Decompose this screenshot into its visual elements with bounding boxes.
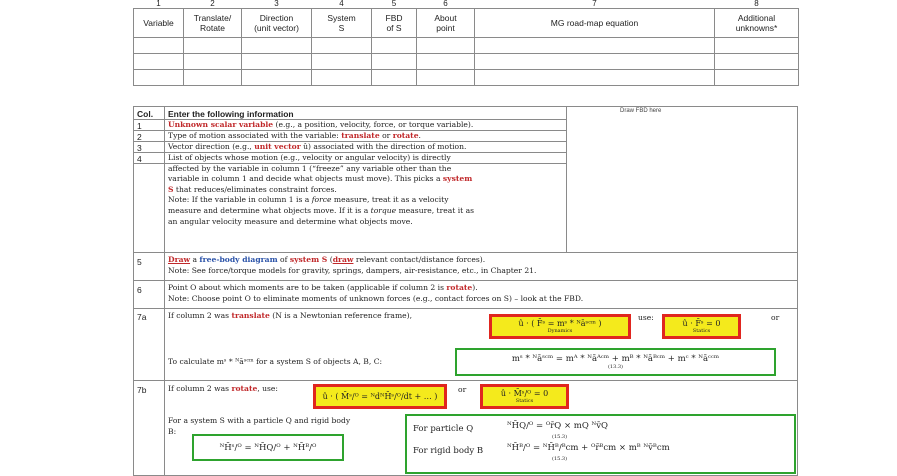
angular-momentum-definitions: For particle Q ᴺH̄Q/ᴼ = ᴼr̄Q × mQ ᴺv̄Q (15.3) For rigid body B ᴺH̄ᴮ/ᴼ = ᴺH̄ᴮ/ᴮcm + ᴼr̄ᴮcm × mᴮ ᴺv̄ᴮcm (15.3) xyxy=(405,414,796,474)
header-direction: Direction (unit vector) xyxy=(242,9,312,38)
row-number: 2 xyxy=(137,132,142,142)
road-map-table xyxy=(133,0,799,86)
row-number: 7a xyxy=(137,312,147,322)
header-fbd: FBD of S xyxy=(372,9,417,38)
table-row xyxy=(134,38,799,54)
col-number: 7 xyxy=(592,0,597,8)
table-row xyxy=(134,70,799,86)
col-number: 8 xyxy=(754,0,759,8)
draw-fbd-area-label: Draw FBD here xyxy=(620,108,662,114)
statics-translate-equation: û · F̄ˢ = 0 Statics xyxy=(662,314,741,339)
row-number: 7b xyxy=(137,385,147,395)
angular-momentum-sum-equation: ᴺH̄ˢ/ᴼ = ᴺH̄Q/ᴼ + ᴺH̄ᴮ/ᴼ xyxy=(192,434,344,461)
col-number: 3 xyxy=(274,0,279,8)
row-number: 6 xyxy=(137,285,142,295)
row-number: 4 xyxy=(137,154,142,164)
or-label: or xyxy=(771,313,780,322)
dynamics-translate-equation: û · ( F̄ˢ = mˢ * ᴺāˢᶜᵐ ) Dynamics xyxy=(489,314,631,339)
use-label: use: xyxy=(638,313,654,322)
col-number: 2 xyxy=(210,0,215,8)
col-number: 6 xyxy=(443,0,448,8)
header-variable: Variable xyxy=(134,9,184,38)
header-about-point: About point xyxy=(417,9,475,38)
statics-rotate-equation: û · M̄ˢ/ᴼ = 0 Statics xyxy=(480,384,569,409)
dynamics-rotate-equation: û · ( M̄ˢ/ᴼ = ᴺdᴺH̄ˢ/ᴼ/dt + … ) xyxy=(313,384,447,409)
header-mg-equation: MG road-map equation xyxy=(475,9,715,38)
system-description: For a system S with a particle Q and rigid body B: xyxy=(168,416,351,436)
header-system: System S xyxy=(312,9,372,38)
header-translate-rotate: Translate/ Rotate xyxy=(184,9,242,38)
row-number: 3 xyxy=(137,143,142,153)
header-additional-unknowns: Additional unknowns* xyxy=(715,9,799,38)
row-number: 1 xyxy=(137,121,142,131)
col-header: Col. xyxy=(137,109,154,119)
row-number: 5 xyxy=(137,257,142,267)
system-mass-acceleration-equation: mˢ * ᴺāˢᶜᵐ = mᴬ * ᴺāᴬᶜᵐ + mᴮ * ᴺāᴮᶜᵐ + mᶜ * ᴺāᶜᶜᵐ (13.3) xyxy=(455,348,776,376)
row-3-text: Vector direction (e.g., unit vector û) associated with the direction of motion. xyxy=(168,142,467,151)
col-number: 4 xyxy=(339,0,344,8)
legend-title: Enter the following information xyxy=(168,109,294,119)
row-7a-text: If column 2 was translate (N is a Newtonian reference frame), xyxy=(168,311,413,320)
column-number-row xyxy=(134,0,799,9)
col-number: 5 xyxy=(391,0,397,8)
table-row xyxy=(134,54,799,70)
row-5-text: Draw a free-body diagram of system S (draw relevant contact/distance forces). Note: See force/torque models for gravity, springs, dampers, air-resistance, etc., in Chapter 21. xyxy=(168,255,537,275)
row-1-text: Unknown scalar variable (e.g., a position, velocity, force, or torque variable). xyxy=(168,120,474,129)
header-row xyxy=(134,9,799,38)
row-7b-text: If column 2 was rotate, use: xyxy=(168,384,278,393)
calc-text: To calculate mˢ * ᴺāˢᶜᵐ for a system S of objects A, B, C: xyxy=(168,357,383,366)
row-2-text: Type of motion associated with the variable: translate or rotate. xyxy=(168,131,421,140)
row-4-text: List of objects whose motion (e.g., velocity or angular velocity) is directly affected by the variable in column 1 (“freeze” any variable other than the variable in column 1 and decide what objects must move). This picks a system S that reduces/eliminates constraint forces. Note: If the variable in column 1 is a force measure, treat it as a velocity measure and determine what objects move. If it is a torque measure, treat it as an angular velocity measure and determine what objects move. xyxy=(168,153,475,226)
col-number: 1 xyxy=(156,0,161,8)
row-6-text: Point O about which moments are to be taken (applicable if column 2 is rotate). Note: Choose point O to eliminate moments of unknown forces (e.g., contact forces on S) – look at the FBD. xyxy=(168,283,584,303)
or-label: or xyxy=(458,385,467,394)
